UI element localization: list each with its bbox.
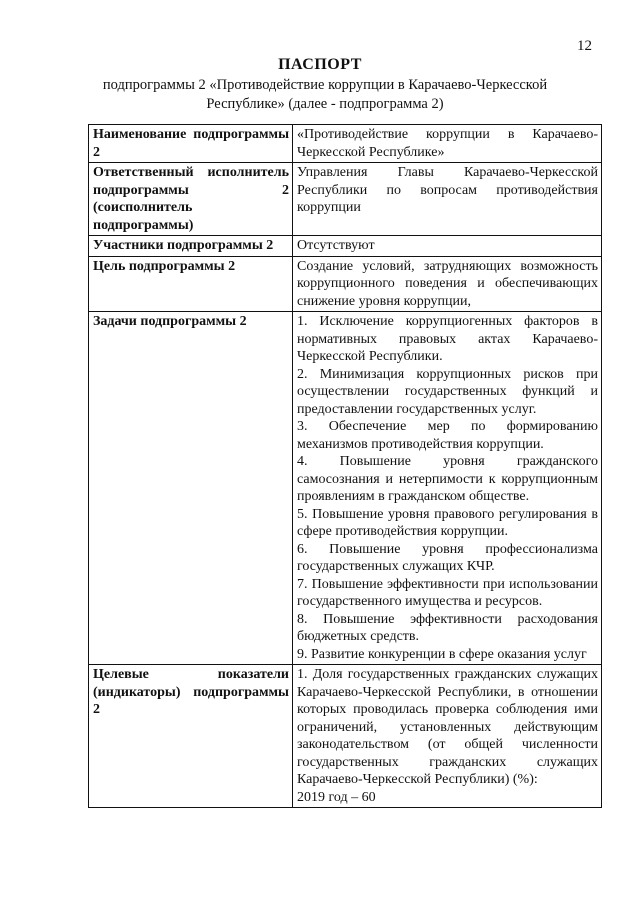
value-line: 1. Исключение коррупциогенных факторов в нормативных правовых актах Карачаево-Черкесской Республики. <box>297 314 598 364</box>
table-row <box>89 312 602 665</box>
passport-table <box>88 124 602 808</box>
row-label: Участники подпрограммы 2 <box>89 236 293 257</box>
row-label: Задачи подпрограммы 2 <box>89 312 293 665</box>
value-line: 5. Повышение уровня правового регулирования в сфере противодействия коррупции. <box>297 506 598 539</box>
row-value <box>293 665 602 808</box>
row-label: Цель подпрограммы 2 <box>89 256 293 312</box>
value-line: 1. Доля государственных гражданских служащих Карачаево-Черкесской Республики, в отношении которых проводилась проверка соблюдения ими ограничений, установленных действующим законодательством (от общей численности государственных гражданских служащих Карачаево-Черкесской Республики) (%): <box>297 667 598 787</box>
row-label: Ответственный исполнитель подпрограммы 2 (соисполнитель подпрограммы) <box>89 163 293 236</box>
table-row <box>89 256 602 312</box>
value-line: Управления Главы Карачаево-Черкесской Республики по вопросам противодействия коррупции <box>297 165 598 215</box>
value-line: 2. Минимизация коррупционных рисков при осуществлении государственных функций и предоставлении государственных услуг. <box>297 366 598 417</box>
row-label: Целевые показатели (индикаторы) подпрограммы 2 <box>89 665 293 808</box>
table-row <box>89 163 602 236</box>
value-line: 3. Обеспечение мер по формированию механизмов противодействия коррупции. <box>297 419 598 452</box>
document-title: ПАСПОРТ <box>278 56 362 73</box>
value-line: 6. Повышение уровня профессионализма государственных служащих КЧР. <box>297 541 598 574</box>
page-number: 12 <box>577 38 592 54</box>
value-line: 2019 год – 60 <box>297 789 376 805</box>
value-line: 4. Повышение уровня гражданского самосознания и нетерпимости к коррупционным проявлениям в гражданском обществе. <box>297 454 598 504</box>
row-value <box>293 312 602 665</box>
table-row <box>89 236 602 257</box>
table-row <box>89 125 602 163</box>
row-value <box>293 236 602 257</box>
value-line: Создание условий, затрудняющих возможность коррупционного поведения и обеспечивающих снижение уровня коррупции, <box>297 258 598 309</box>
value-line: 8. Повышение эффективности расходования бюджетных средств. <box>297 611 598 644</box>
table-row <box>89 665 602 808</box>
row-value <box>293 163 602 236</box>
row-value <box>293 125 602 163</box>
document-subtitle: подпрограммы 2 «Противодействие коррупции в Карачаево-Черкесской Республике» (далее - подпрограмма 2) <box>102 77 548 112</box>
row-value <box>293 256 602 312</box>
value-line: «Противодействие коррупции в Карачаево-Черкесской Республике» <box>297 127 598 160</box>
value-line: Отсутствуют <box>297 238 375 253</box>
row-label: Наименование подпрограммы 2 <box>89 125 293 163</box>
value-line: 9. Развитие конкуренции в сфере оказания услуг <box>297 646 587 662</box>
value-line: 7. Повышение эффективности при использовании государственного имущества и ресурсов. <box>297 576 598 609</box>
